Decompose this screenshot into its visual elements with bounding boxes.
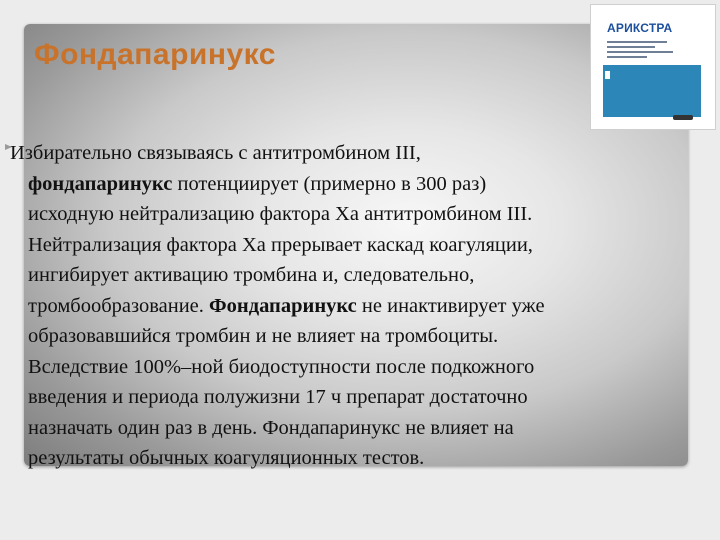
body-line-5: ингибирует активацию тромбина и, следовательно, — [28, 264, 475, 286]
product-panel-tag — [605, 71, 610, 79]
body-line-11: результаты обычных коагуляционных тестов. — [28, 447, 425, 469]
body-line-2: фондапаринукс потенциирует (примерно в 300 раз) — [28, 172, 487, 195]
body-line-8: Вследствие 100%–ной биодоступности после подкожного — [28, 355, 535, 378]
manufacturer-logo — [673, 115, 693, 120]
body-line-7: образовавшийся тромбин и не влияет на тромбоциты. — [28, 325, 499, 347]
body-line-6: тромбообразование. Фондапаринукс не инактивирует уже — [28, 294, 545, 317]
slide-title: Фондапаринукс — [34, 38, 276, 71]
product-image — [590, 4, 716, 130]
product-box — [597, 11, 707, 123]
product-brand-label: АРИКСТРА — [607, 21, 673, 35]
body-line-9: введения и периода полужизни 17 ч препарат достаточно — [28, 386, 528, 408]
slide-body — [6, 138, 696, 474]
body-line-3: исходную нейтрализацию фактора Ха антитромбином III. — [28, 203, 533, 225]
body-line-10: назначать один раз в день. Фондапаринукс не влияет на — [28, 416, 514, 439]
body-line-4: Нейтрализация фактора Ха прерывает каскад коагуляции, — [28, 233, 533, 256]
body-line-1: Избирательно связываясь с антитромбином III, — [10, 142, 421, 164]
product-color-panel — [603, 65, 701, 117]
